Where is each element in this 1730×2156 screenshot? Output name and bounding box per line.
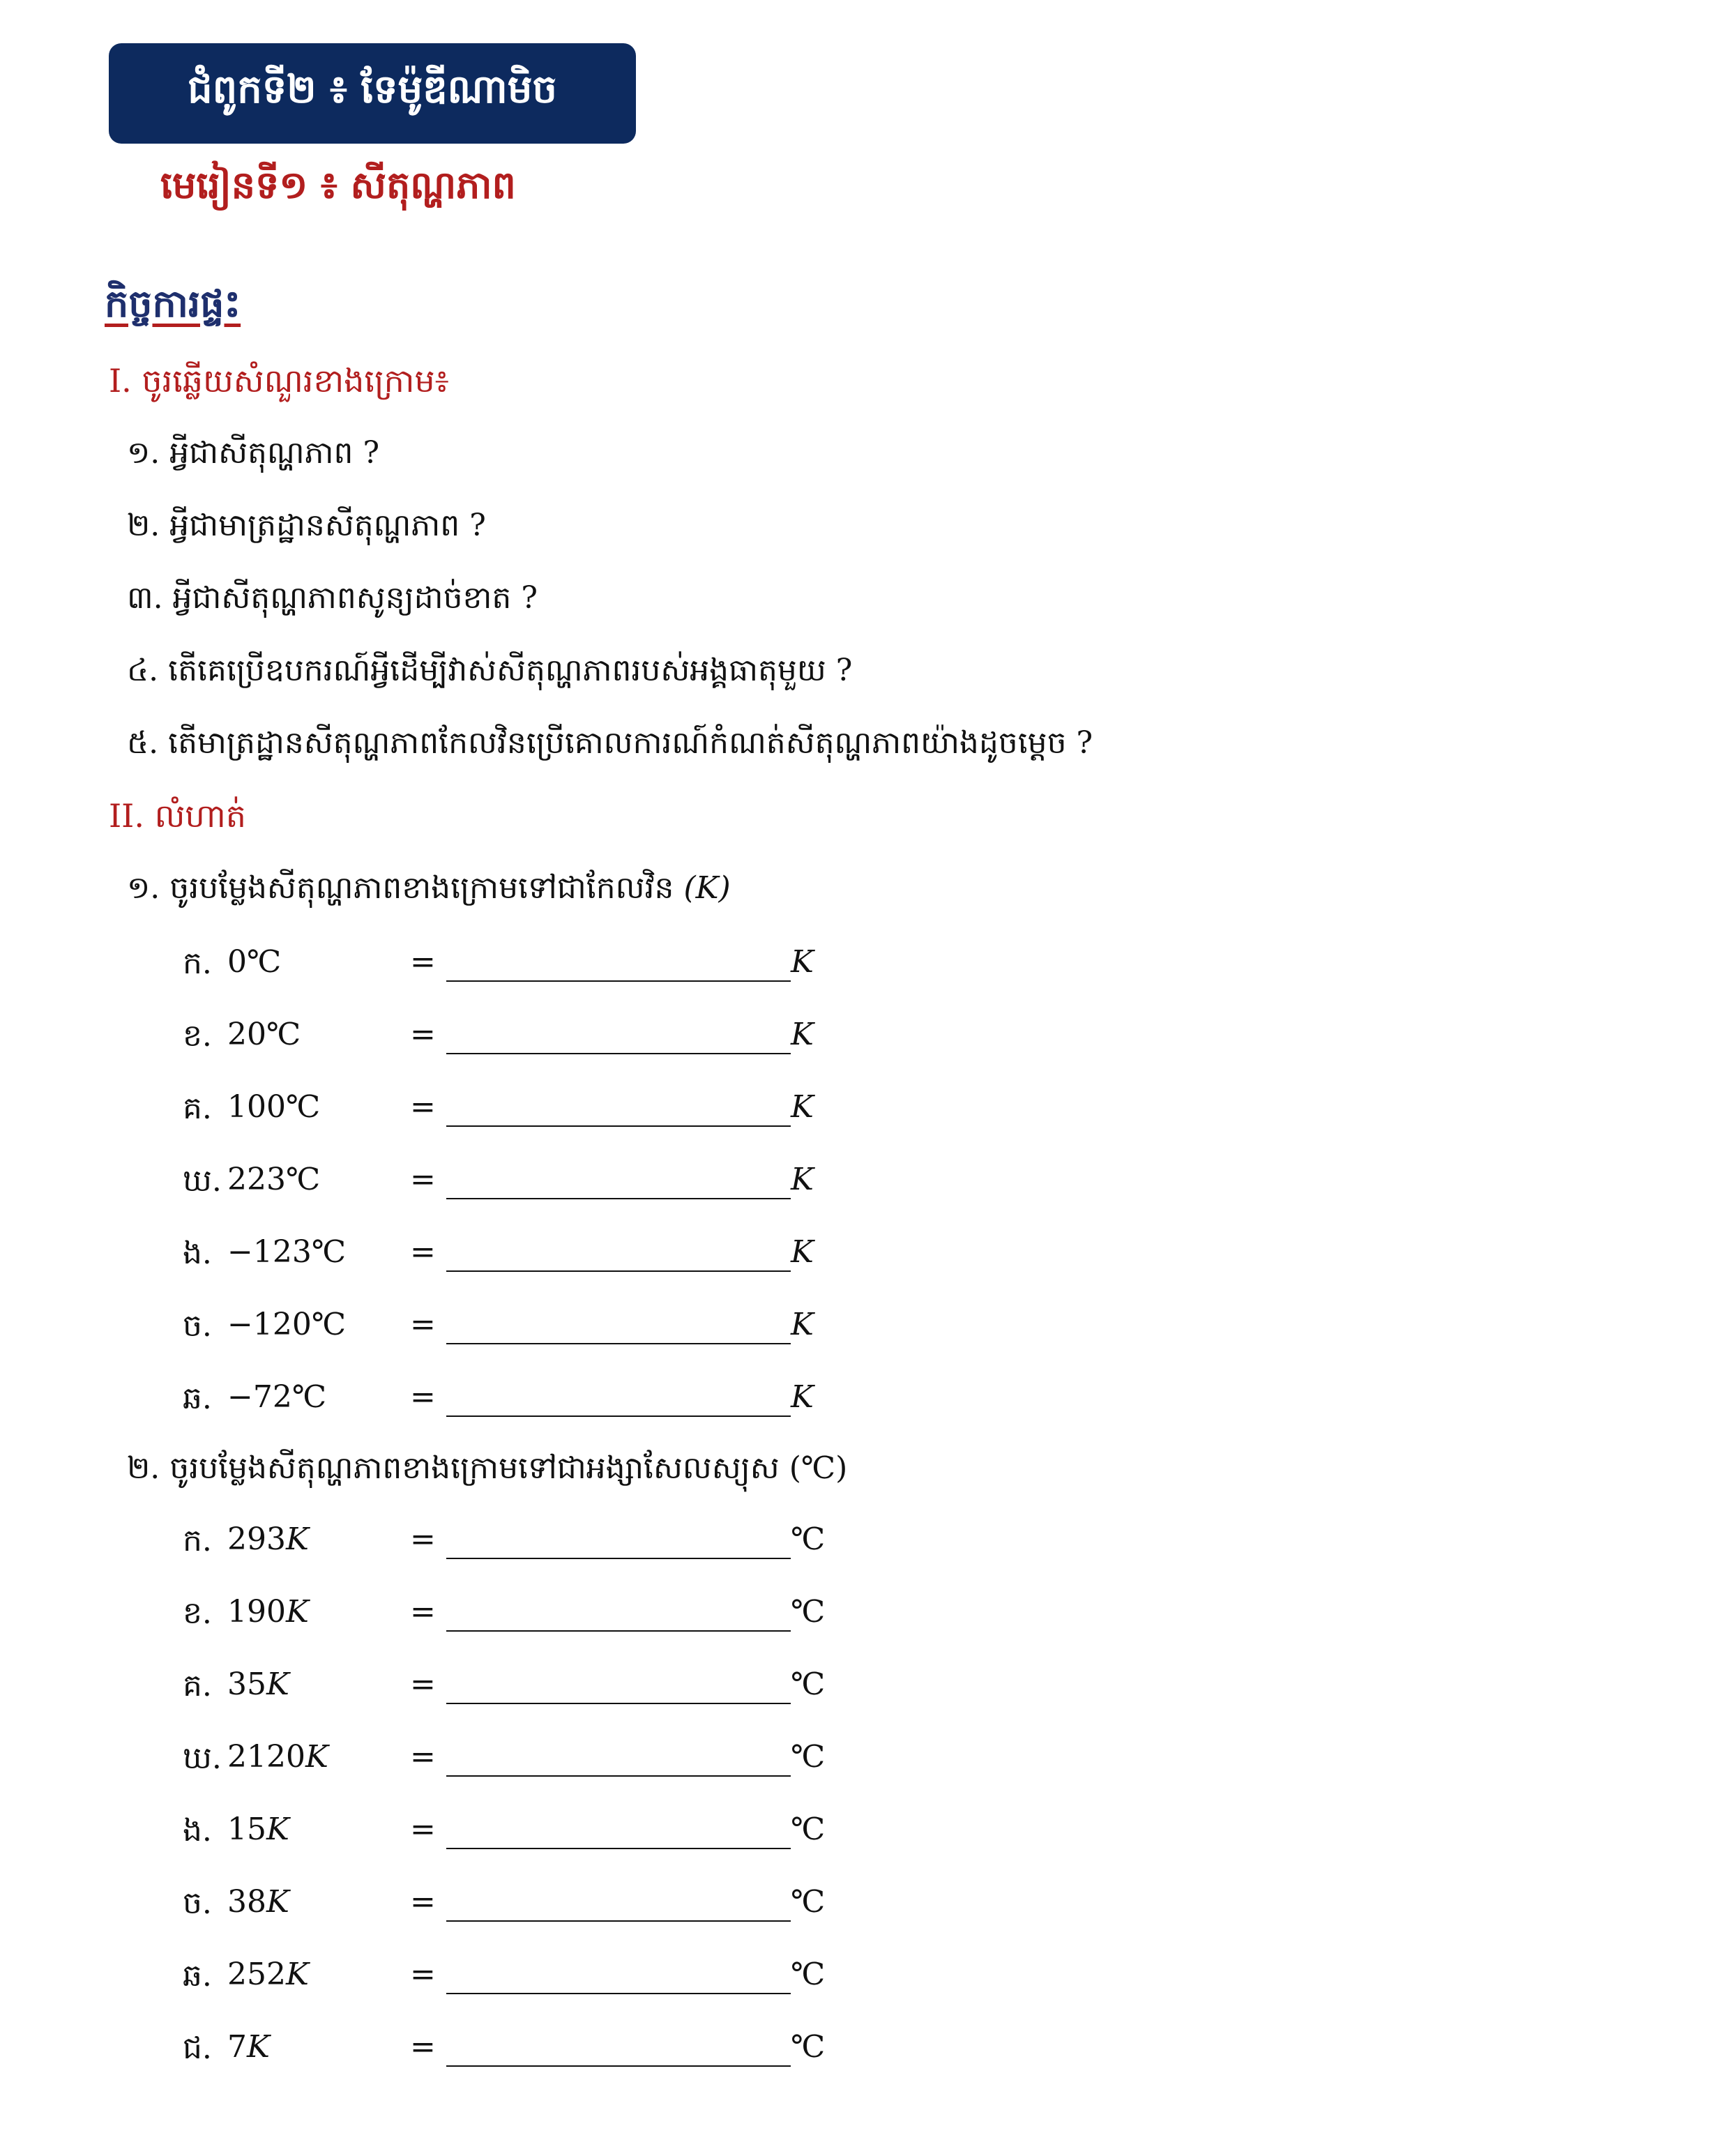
question-1: ១. អ្វីជាសីតុណ្ហភាព ? <box>127 435 380 471</box>
item-unit: K <box>791 944 814 980</box>
answer-blank[interactable] <box>446 1703 791 1704</box>
item-letter: ឆ. <box>183 1381 212 1416</box>
item-value: −123℃ <box>227 1234 347 1270</box>
item-unit: K <box>791 1017 814 1052</box>
question-4: ៤. តើគេប្រើឧបករណ៍អ្វីដើម្បីវាស់សីតុណ្ហភាពរបស់អង្គធាតុមួយ ? <box>127 653 853 688</box>
exercise-2-prompt-text: ២. ចូរបម្លែងសីតុណ្ហភាពខាងក្រោមទៅជាអង្សាសែលស្យុស <box>127 1450 780 1486</box>
item-value: 0℃ <box>227 944 282 980</box>
equals-sign: = <box>410 1812 436 1847</box>
item-value: 2120K <box>227 1739 328 1775</box>
item-letter: ឃ. <box>183 1740 222 1776</box>
answer-blank[interactable] <box>446 1343 791 1344</box>
item-unit: K <box>791 1089 814 1125</box>
equals-sign: = <box>410 1884 436 1920</box>
chapter-title: ជំពូកទី២ ៖ ទែម៉ូឌីណាមិច <box>188 67 557 112</box>
item-letter: ឃ. <box>183 1163 222 1199</box>
item-letter: ឆ. <box>183 1958 212 1994</box>
equals-sign: = <box>410 1957 436 1992</box>
item-letter: ខ. <box>183 1595 212 1631</box>
item-letter: ក. <box>183 946 212 981</box>
equals-sign: = <box>410 1379 436 1415</box>
item-value: 15K <box>227 1812 289 1847</box>
answer-blank[interactable] <box>446 1053 791 1054</box>
item-letter: ច. <box>183 1308 212 1344</box>
item-value: 7K <box>227 2029 270 2065</box>
item-unit: K <box>791 1307 814 1342</box>
section-1-heading: I. ចូរឆ្លើយសំណួរខាងក្រោម៖ <box>109 362 449 400</box>
equals-sign: = <box>410 944 436 980</box>
equals-sign: = <box>410 1594 436 1630</box>
item-unit: ℃ <box>791 1521 826 1557</box>
equals-sign: = <box>410 1089 436 1125</box>
answer-blank[interactable] <box>446 1270 791 1272</box>
equals-sign: = <box>410 1017 436 1052</box>
equals-sign: = <box>410 1521 436 1557</box>
item-unit: K <box>791 1234 814 1270</box>
item-unit: ℃ <box>791 1884 826 1920</box>
item-value: 293K <box>227 1521 309 1557</box>
equals-sign: = <box>410 2029 436 2065</box>
exercise-1-prompt-unit: (K) <box>683 870 731 906</box>
section-2-heading: II. លំហាត់ <box>109 797 246 835</box>
answer-blank[interactable] <box>446 1993 791 1994</box>
item-letter: ខ. <box>183 1018 212 1054</box>
item-unit: ℃ <box>791 2029 826 2065</box>
equals-sign: = <box>410 1234 436 1270</box>
item-unit: ℃ <box>791 1812 826 1847</box>
item-value: 100℃ <box>227 1089 321 1125</box>
chapter-banner <box>109 43 636 144</box>
item-letter: ច. <box>183 1885 212 1921</box>
item-value: 35K <box>227 1667 289 1702</box>
item-unit: ℃ <box>791 1667 826 1702</box>
question-5: ៥. តើមាត្រដ្ឋានសីតុណ្ហភាពកែលវិនប្រើគោលការណ៍កំណត់សីតុណ្ហភាពយ៉ាងដូចម្តេច ? <box>127 725 1093 761</box>
answer-blank[interactable] <box>446 980 791 982</box>
item-unit: ℃ <box>791 1594 826 1630</box>
exercise-2-prompt-unit: (℃) <box>789 1450 848 1486</box>
answer-blank[interactable] <box>446 1775 791 1777</box>
item-letter: ង. <box>183 1236 212 1271</box>
answer-blank[interactable] <box>446 1630 791 1632</box>
item-value: 223℃ <box>227 1162 321 1197</box>
item-letter: គ. <box>183 1091 212 1126</box>
item-value: 38K <box>227 1884 289 1920</box>
equals-sign: = <box>410 1739 436 1775</box>
item-letter: ជ. <box>183 2030 212 2066</box>
item-value: −120℃ <box>227 1307 347 1342</box>
item-value: 190K <box>227 1594 309 1630</box>
item-unit: ℃ <box>791 1739 826 1775</box>
answer-blank[interactable] <box>446 1920 791 1922</box>
question-2: ២. អ្វីជាមាត្រដ្ឋានសីតុណ្ហភាព ? <box>127 508 486 543</box>
answer-blank[interactable] <box>446 1558 791 1559</box>
homework-title: កិច្ចការផ្ទះ <box>105 282 241 326</box>
equals-sign: = <box>410 1667 436 1702</box>
item-value: 20℃ <box>227 1017 301 1052</box>
answer-blank[interactable] <box>446 1848 791 1849</box>
item-letter: គ. <box>183 1668 212 1703</box>
question-3: ៣. អ្វីជាសីតុណ្ហភាពសូន្យដាច់ខាត ? <box>127 580 538 616</box>
item-unit: K <box>791 1162 814 1197</box>
item-unit: ℃ <box>791 1957 826 1992</box>
item-value: −72℃ <box>227 1379 327 1415</box>
equals-sign: = <box>410 1307 436 1342</box>
item-value: 252K <box>227 1957 309 1992</box>
item-unit: K <box>791 1379 814 1415</box>
exercise-1-prompt <box>127 869 731 913</box>
exercise-1-prompt-text: ១. ចូរបម្លែងសីតុណ្ហភាពខាងក្រោមទៅជាកែលវិន <box>127 870 674 906</box>
answer-blank[interactable] <box>446 1415 791 1417</box>
answer-blank[interactable] <box>446 1198 791 1199</box>
item-letter: ង. <box>183 1813 212 1848</box>
answer-blank[interactable] <box>446 1125 791 1127</box>
lesson-title: មេរៀនទី១ ៖ សីតុណ្ហភាព <box>160 163 516 207</box>
item-letter: ក. <box>183 1523 212 1558</box>
exercise-2-prompt <box>127 1449 847 1494</box>
answer-blank[interactable] <box>446 2065 791 2067</box>
equals-sign: = <box>410 1162 436 1197</box>
